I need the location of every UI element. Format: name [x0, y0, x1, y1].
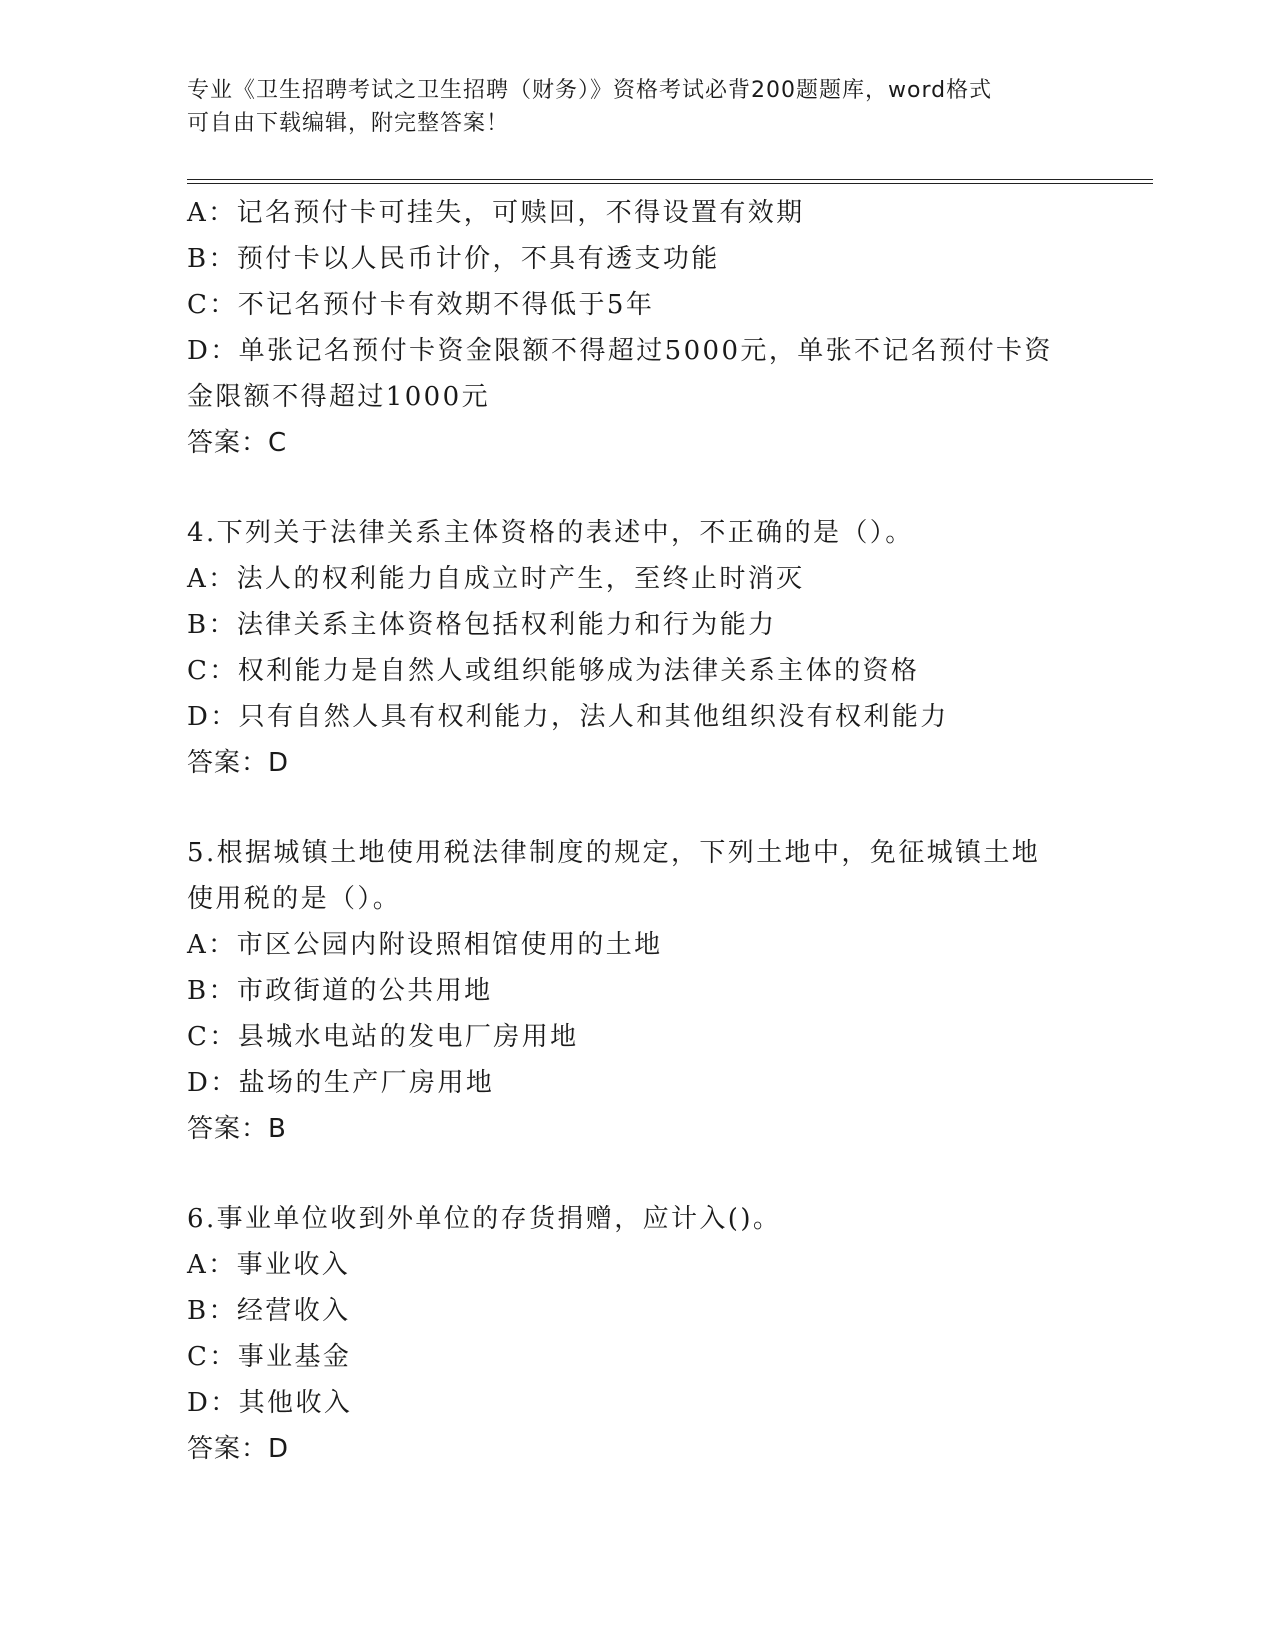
- spacer: [187, 466, 1067, 510]
- option-d: D：盐场的生产厂房用地: [187, 1068, 495, 1098]
- option-c: C：事业基金: [187, 1342, 352, 1372]
- answer: 答案：D: [187, 1434, 290, 1464]
- option-d: D：其他收入: [187, 1388, 353, 1418]
- question-stem: 5.根据城镇土地使用税法律制度的规定，下列土地中，免征城镇土地: [187, 838, 1041, 868]
- option-d: D：单张记名预付卡资金限额不得超过5000元，单张不记名预付卡资: [187, 336, 1053, 366]
- option-a: A：法人的权利能力自成立时产生，至终止时消灭: [187, 564, 805, 594]
- spacer: [187, 1152, 1067, 1196]
- question-block-6: [187, 1196, 1067, 1472]
- question-stem: 6.事业单位收到外单位的存货捐赠，应计入()。: [187, 1204, 782, 1234]
- option-d-continued: 金限额不得超过1000元: [187, 382, 490, 412]
- option-c: C：权利能力是自然人或组织能够成为法律关系主体的资格: [187, 656, 920, 686]
- option-b: B：市政街道的公共用地: [187, 976, 493, 1006]
- question-block-4: [187, 510, 1067, 786]
- option-c: C：不记名预付卡有效期不得低于5年: [187, 290, 655, 320]
- answer: 答案：C: [187, 428, 288, 458]
- document-header: [187, 74, 1067, 140]
- option-a: A：事业收入: [187, 1250, 351, 1280]
- answer: 答案：D: [187, 748, 290, 778]
- option-b: B：法律关系主体资格包括权利能力和行为能力: [187, 610, 777, 640]
- question-list: [187, 190, 1067, 1472]
- spacer: [187, 786, 1067, 830]
- option-a: A：记名预付卡可挂失，可赎回，不得设置有效期: [187, 198, 805, 228]
- question-block-5: [187, 830, 1067, 1152]
- option-a: A：市区公园内附设照相馆使用的土地: [187, 930, 663, 960]
- header-title-line2: 可自由下载编辑，附完整答案！: [187, 111, 510, 136]
- option-d: D：只有自然人具有权利能力，法人和其他组织没有权利能力: [187, 702, 949, 732]
- option-b: B：预付卡以人民币计价，不具有透支功能: [187, 244, 720, 274]
- option-b: B：经营收入: [187, 1296, 351, 1326]
- question-block-3: [187, 190, 1067, 466]
- answer: 答案：B: [187, 1114, 287, 1144]
- header-title-line1: 专业《卫生招聘考试之卫生招聘（财务）》资格考试必背200题题库，word格式: [187, 78, 993, 103]
- question-stem-continued: 使用税的是（）。: [187, 884, 402, 914]
- header-divider-bottom: [187, 183, 1153, 184]
- header-divider-top: [187, 179, 1153, 180]
- question-stem: 4.下列关于法律关系主体资格的表述中，不正确的是（）。: [187, 518, 914, 548]
- option-c: C：县城水电站的发电厂房用地: [187, 1022, 579, 1052]
